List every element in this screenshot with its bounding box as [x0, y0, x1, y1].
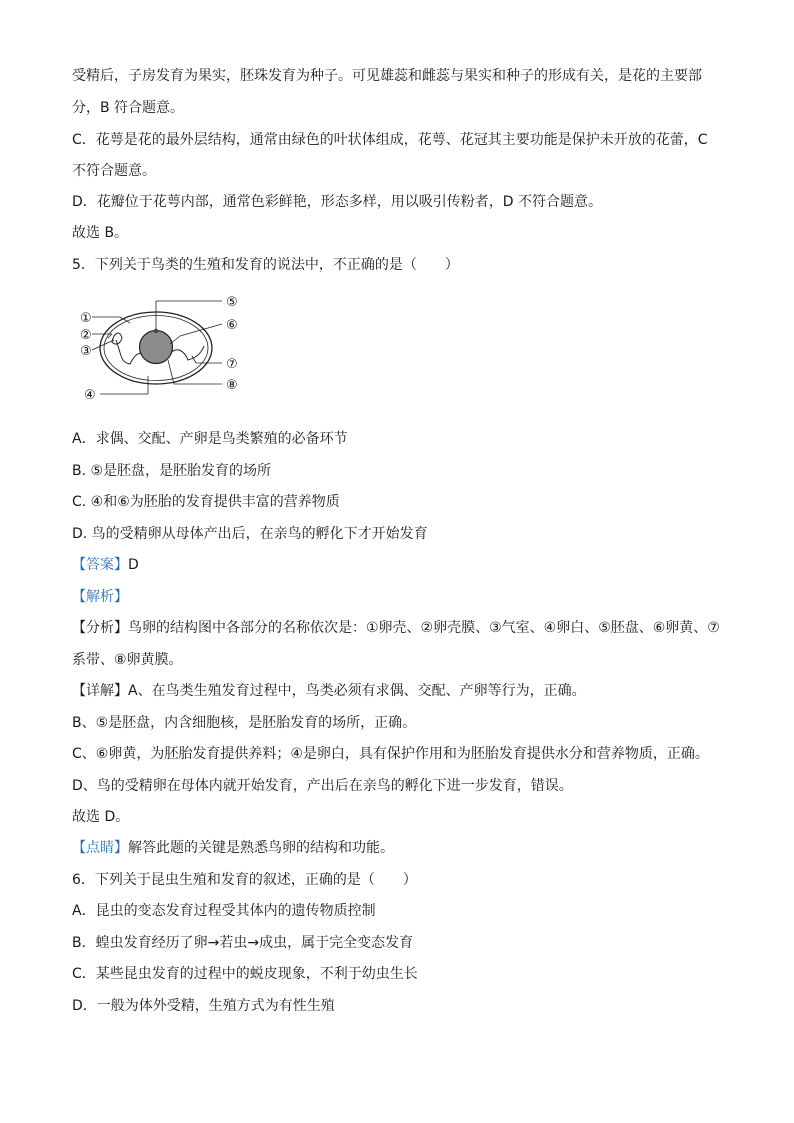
answer-line [72, 555, 139, 575]
tip-line [72, 838, 394, 858]
fenxi-line [72, 618, 720, 638]
analysis-heading [72, 587, 128, 607]
detail-c: C、⑥卵黄，为胚胎发育提供养料；④是卵白，具有保护作用和为胚胎发育提供水分和营养物质，正确。 [72, 746, 709, 762]
q5-option-a: A．求偶、交配、产卵是鸟类繁殖的必备环节 [72, 431, 348, 447]
label-4: ④ [84, 388, 96, 403]
text-line: 不符合题意。 [72, 163, 156, 179]
bird-egg-diagram [80, 286, 260, 408]
text-line: 分，B 符合题意。 [72, 100, 185, 116]
question-6-stem: 6．下列关于昆虫生殖和发育的叙述，正确的是（ ） [72, 872, 417, 888]
text-line: 受精后，子房发育为果实，胚珠发育为种子。可见雄蕊和雌蕊与果实和种子的形成有关，是花的主要部 [72, 68, 702, 84]
label-1: ① [80, 311, 92, 326]
text-line: D．花瓣位于花萼内部，通常色彩鲜艳，形态多样，用以吸引传粉者，D 不符合题意。 [72, 194, 603, 210]
fenxi-line-2: 系带、⑧卵黄膜。 [72, 652, 183, 668]
label-2: ② [80, 328, 92, 343]
label-3: ③ [80, 344, 92, 359]
detail-line [72, 681, 586, 701]
text-line: 故选 B。 [72, 225, 129, 241]
q5-option-c: C. ④和⑥为胚胎的发育提供丰富的营养物质 [72, 494, 340, 510]
text-line: C．花萼是花的最外层结构，通常由绿色的叶状体组成，花萼、花冠其主要功能是保护未开放的花蕾，C [72, 132, 708, 148]
q5-option-b: B. ⑤是胚盘，是胚胎发育的场所 [72, 463, 272, 479]
detail-b: B、⑤是胚盘，内含细胞核，是胚胎发育的场所，正确。 [72, 715, 417, 731]
label-6: ⑥ [226, 318, 238, 333]
question-5-stem: 5．下列关于鸟类的生殖和发育的说法中，不正确的是（ ） [72, 257, 459, 273]
tip-tag: 【点睛】 [72, 840, 128, 856]
analysis-tag: 【解析】 [72, 589, 128, 605]
q5-option-d: D. 鸟的受精卵从母体产出后，在亲鸟的孵化下才开始发育 [72, 526, 428, 542]
label-8: ⑧ [226, 378, 238, 393]
fenxi-tag: 【分析】 [72, 620, 128, 636]
leader-line-8b [168, 360, 174, 384]
label-7: ⑦ [226, 357, 238, 372]
q6-option-a: A．昆虫的变态发育过程受其体内的遗传物质控制 [72, 903, 376, 919]
fenxi-text: 鸟卵的结构图中各部分的名称依次是：①卵壳、②卵壳膜、③气室、④卵白、⑤胚盘、⑥卵黄、⑦ [128, 620, 720, 636]
detail-a: A、在鸟类生殖发育过程中，鸟类必须有求偶、交配、产卵等行为，正确。 [128, 683, 586, 699]
q6-option-d: D．一般为体外受精，生殖方式为有性生殖 [72, 998, 335, 1014]
choice-line: 故选 D。 [72, 809, 130, 825]
leader-line-3 [92, 340, 114, 350]
detail-d: D、鸟的受精卵在母体内就开始发育，产出后在亲鸟的孵化下进一步发育，错误。 [72, 778, 573, 794]
q6-option-c: C．某些昆虫发育的过程中的蜕皮现象，不利于幼虫生长 [72, 966, 418, 982]
detail-tag: 【详解】 [72, 683, 128, 699]
answer-value: D [128, 557, 139, 573]
yolk-shape [140, 331, 173, 364]
answer-tag: 【答案】 [72, 557, 128, 573]
tip-text: 解答此题的关键是熟悉鸟卵的结构和功能。 [128, 840, 394, 856]
label-5: ⑤ [226, 295, 238, 310]
q6-option-b: B．蝗虫发育经历了卵→若虫→成虫，属于完全变态发育 [72, 935, 414, 951]
